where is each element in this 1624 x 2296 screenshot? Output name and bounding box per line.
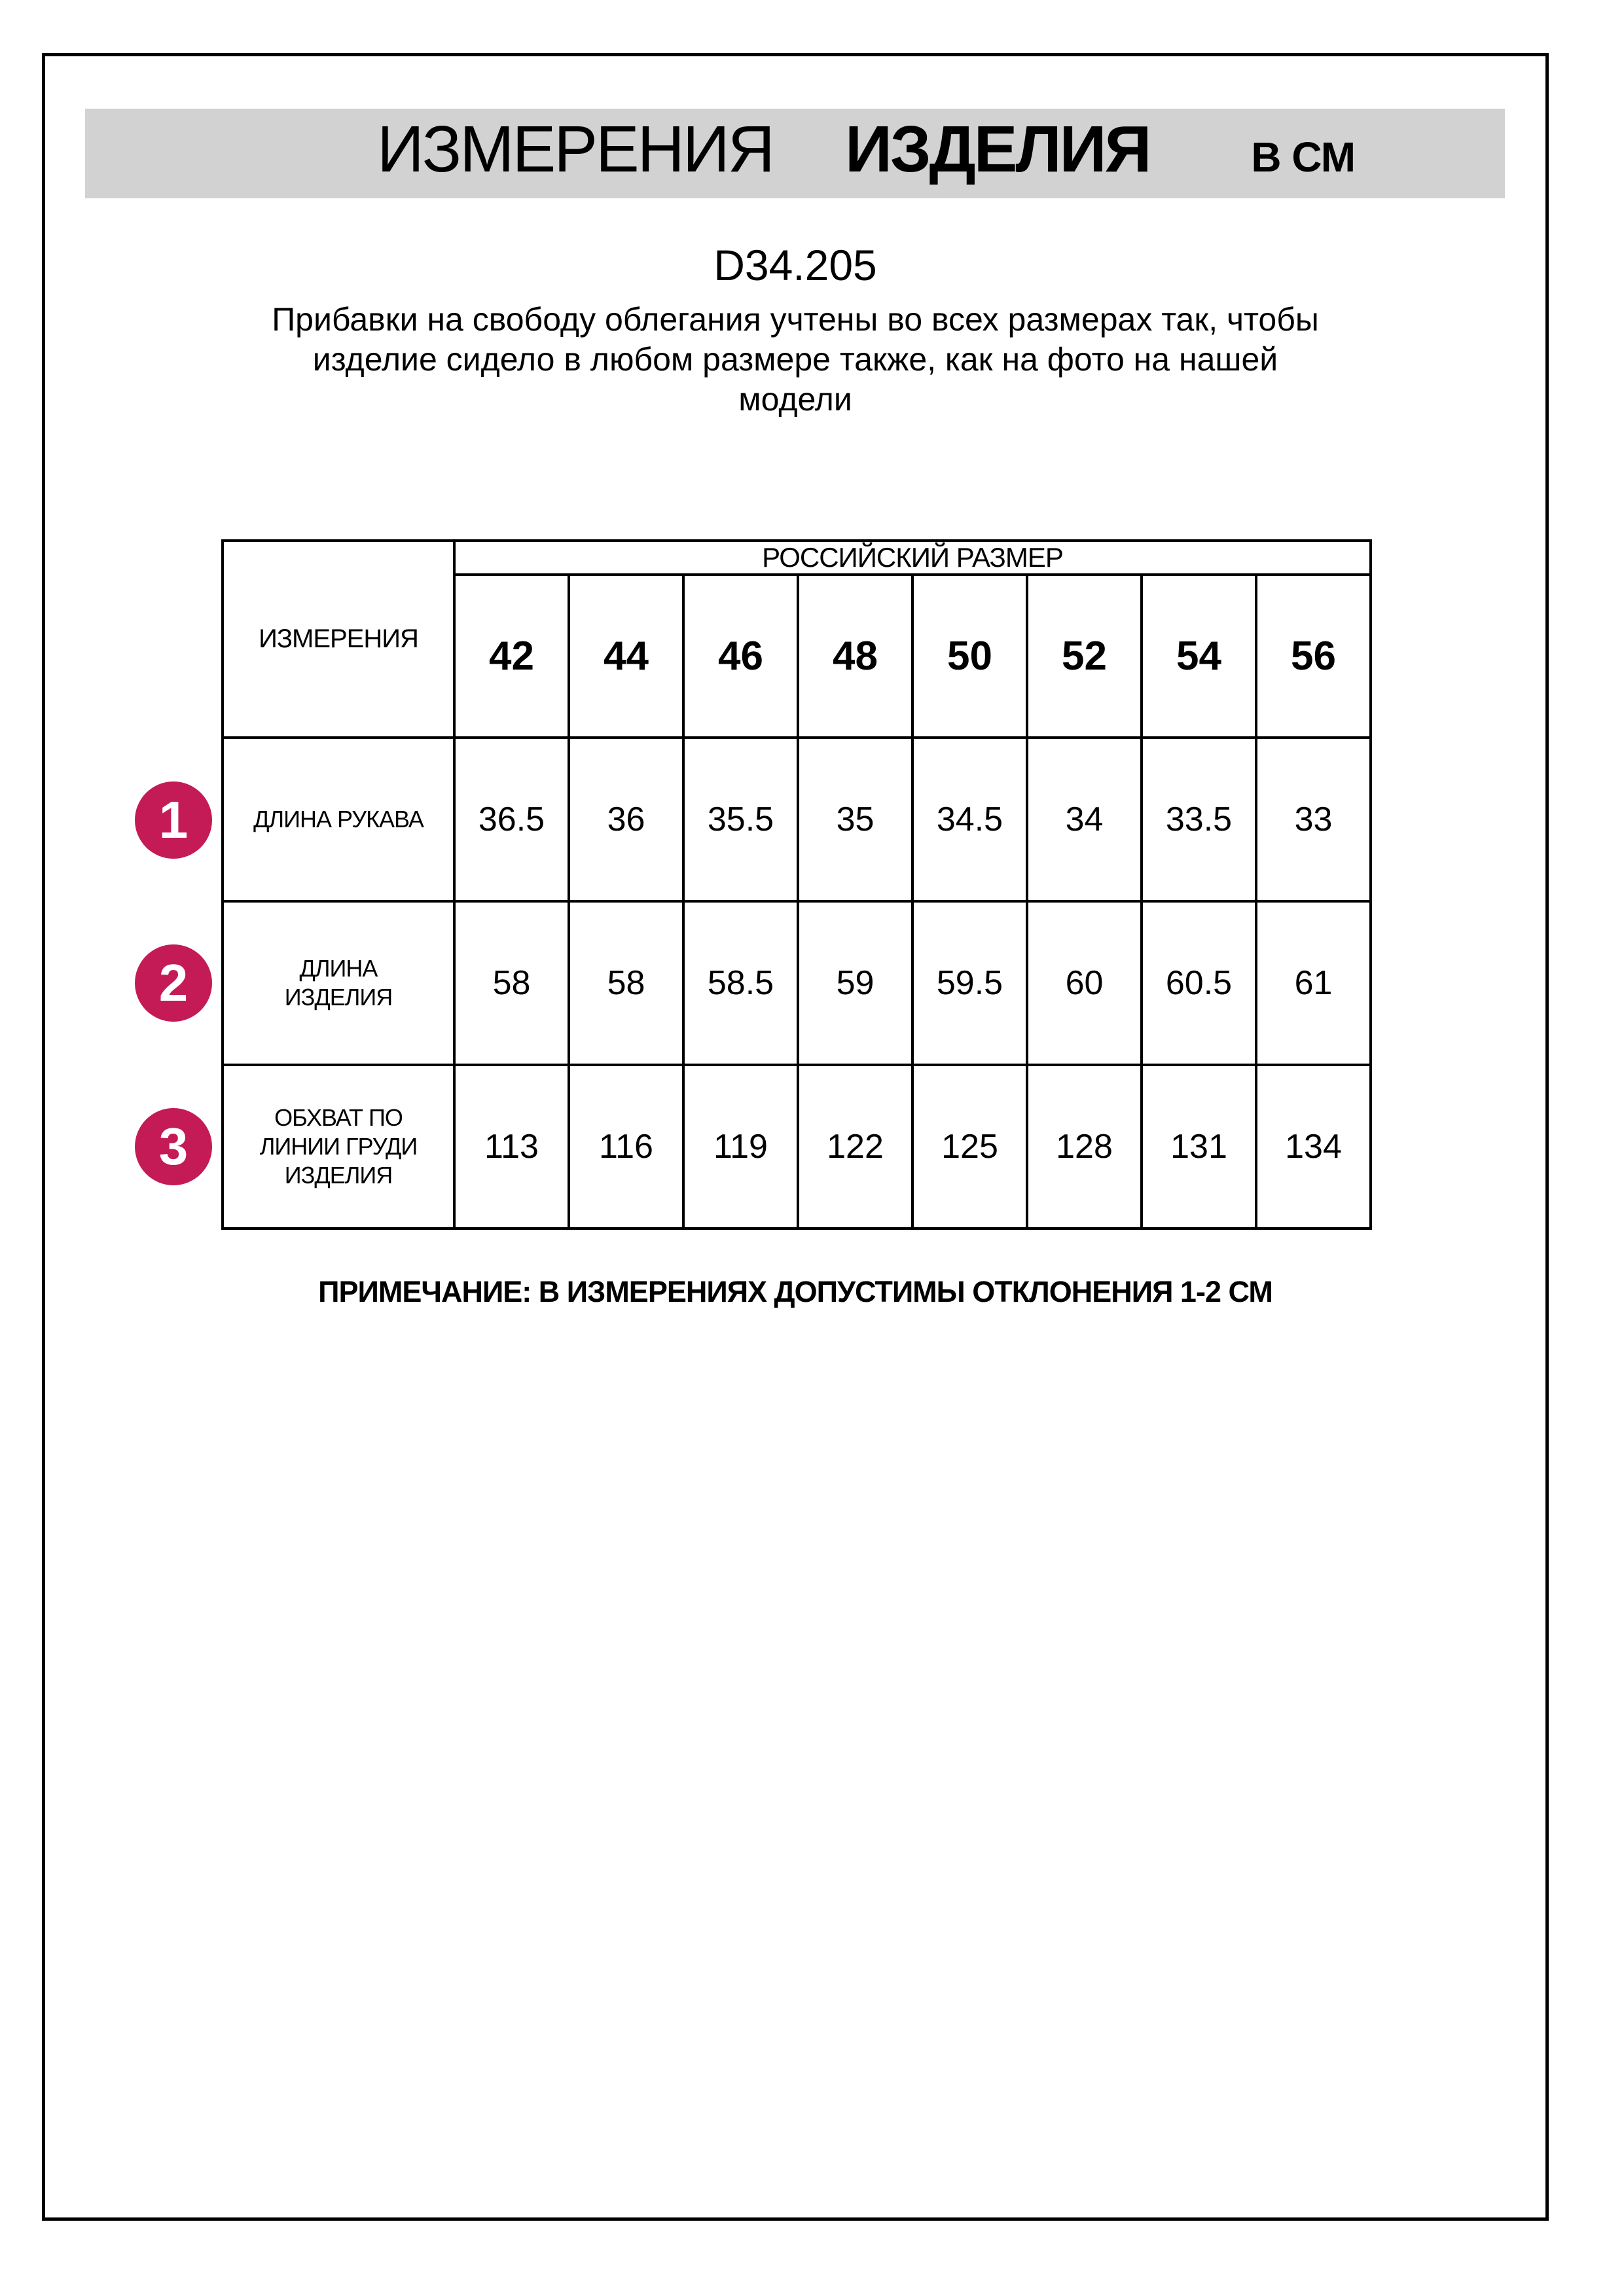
size-header: 44 bbox=[569, 575, 683, 738]
row-label: ДЛИНА РУКАВА bbox=[223, 738, 454, 901]
size-header: 42 bbox=[454, 575, 569, 738]
value-cell: 59 bbox=[798, 901, 912, 1065]
value-cell: 59.5 bbox=[912, 901, 1027, 1065]
value-cell: 131 bbox=[1142, 1065, 1256, 1229]
size-header: 46 bbox=[683, 575, 798, 738]
value-cell: 58.5 bbox=[683, 901, 798, 1065]
description-line: Прибавки на свободу облегания учтены во всех размерах так, чтобы bbox=[272, 301, 1319, 338]
measurements-table bbox=[221, 539, 1372, 1230]
note: ПРИМЕЧАНИЕ: В ИЗМЕРЕНИЯХ ДОПУСТИМЫ ОТКЛОНЕНИЯ 1-2 СМ bbox=[318, 1275, 1272, 1308]
value-cell: 113 bbox=[454, 1065, 569, 1229]
value-cell: 119 bbox=[683, 1065, 798, 1229]
value-cell: 34 bbox=[1027, 738, 1142, 901]
size-header: 54 bbox=[1142, 575, 1256, 738]
size-header: 56 bbox=[1256, 575, 1371, 738]
value-cell: 34.5 bbox=[912, 738, 1027, 901]
table-row bbox=[223, 901, 1371, 1065]
row-number-badge: 2 bbox=[135, 944, 212, 1022]
page-title-main: ИЗМЕРЕНИЯ bbox=[377, 113, 773, 186]
table-corner-label: ИЗМЕРЕНИЯ bbox=[223, 541, 454, 738]
value-cell: 128 bbox=[1027, 1065, 1142, 1229]
size-header: 50 bbox=[912, 575, 1027, 738]
product-code: D34.205 bbox=[713, 241, 877, 289]
page-title-accent: ИЗДЕЛИЯ bbox=[844, 113, 1150, 186]
row-label: ДЛИНА ИЗДЕЛИЯ bbox=[223, 901, 454, 1065]
value-cell: 58 bbox=[569, 901, 683, 1065]
description-line: изделие сидело в любом размере также, как на фото на нашей bbox=[312, 341, 1278, 378]
value-cell: 60 bbox=[1027, 901, 1142, 1065]
row-number-badge: 3 bbox=[135, 1108, 212, 1185]
value-cell: 116 bbox=[569, 1065, 683, 1229]
value-cell: 36 bbox=[569, 738, 683, 901]
description bbox=[173, 300, 1417, 420]
value-cell: 33.5 bbox=[1142, 738, 1256, 901]
row-label: ОБХВАТ ПО ЛИНИИ ГРУДИ ИЗДЕЛИЯ bbox=[223, 1065, 454, 1229]
value-cell: 36.5 bbox=[454, 738, 569, 901]
size-group-header: РОССИЙСКИЙ РАЗМЕР bbox=[454, 541, 1371, 575]
table-row bbox=[223, 738, 1371, 901]
value-cell: 35.5 bbox=[683, 738, 798, 901]
row-number-badge: 1 bbox=[135, 781, 212, 859]
value-cell: 60.5 bbox=[1142, 901, 1256, 1065]
value-cell: 125 bbox=[912, 1065, 1027, 1229]
size-header: 48 bbox=[798, 575, 912, 738]
page-title-unit: В СМ bbox=[1251, 134, 1356, 181]
value-cell: 33 bbox=[1256, 738, 1371, 901]
title-banner bbox=[85, 109, 1505, 198]
value-cell: 61 bbox=[1256, 901, 1371, 1065]
value-cell: 35 bbox=[798, 738, 912, 901]
value-cell: 134 bbox=[1256, 1065, 1371, 1229]
table-row bbox=[223, 1065, 1371, 1229]
value-cell: 58 bbox=[454, 901, 569, 1065]
size-header: 52 bbox=[1027, 575, 1142, 738]
description-line: модели bbox=[738, 381, 852, 418]
table-row bbox=[223, 541, 1371, 575]
value-cell: 122 bbox=[798, 1065, 912, 1229]
